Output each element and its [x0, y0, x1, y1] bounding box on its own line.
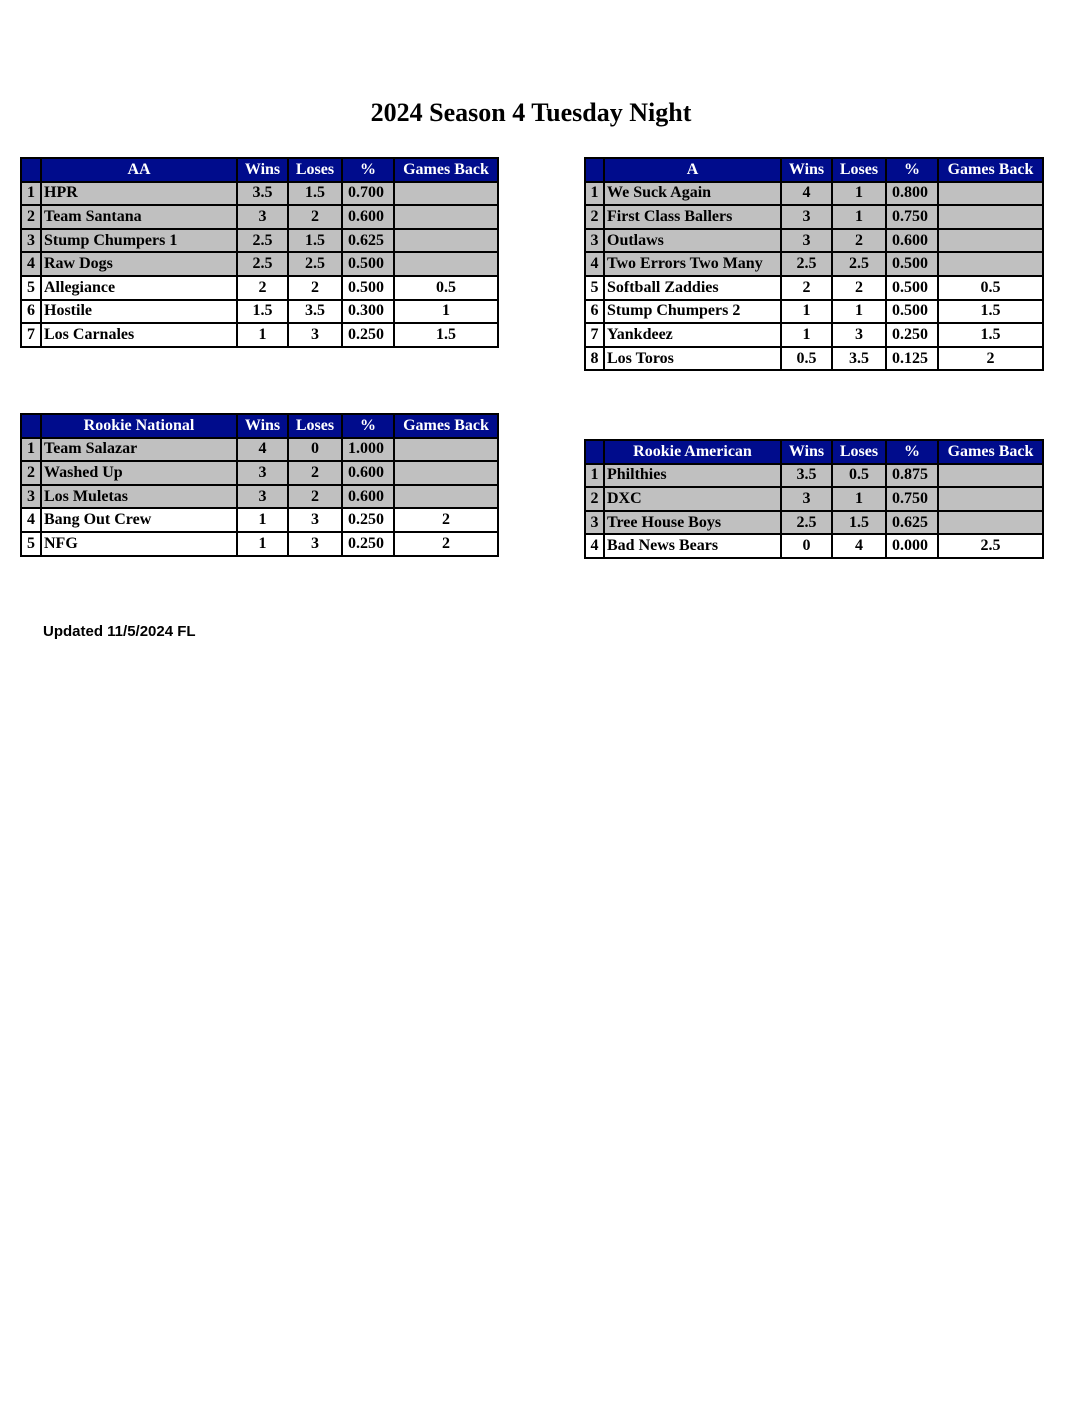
- team-name: Bang Out Crew: [41, 508, 237, 532]
- team-name: Outlaws: [604, 229, 781, 253]
- wins-cell: 3: [237, 485, 288, 509]
- table-row: [585, 205, 1043, 229]
- rank-cell: 8: [585, 347, 604, 371]
- games-back-cell: [938, 511, 1043, 535]
- division-table-rookie-american: [584, 439, 1044, 559]
- wins-cell: 3.5: [237, 182, 288, 206]
- loses-cell: 1: [832, 182, 886, 206]
- rank-cell: 1: [585, 182, 604, 206]
- table-row: [585, 464, 1043, 488]
- table-row: [585, 534, 1043, 558]
- wins-cell: 4: [237, 438, 288, 462]
- wins-header: Wins: [781, 158, 832, 182]
- loses-cell: 2: [288, 205, 342, 229]
- rank-cell: 3: [585, 229, 604, 253]
- table-row: [585, 300, 1043, 324]
- wins-cell: 3: [781, 229, 832, 253]
- team-name: Team Salazar: [41, 438, 237, 462]
- wins-cell: 3.5: [781, 464, 832, 488]
- wins-cell: 2.5: [781, 511, 832, 535]
- pct-cell: 0.500: [342, 276, 394, 300]
- games-back-cell: [938, 252, 1043, 276]
- rank-cell: 1: [21, 182, 41, 206]
- games-back-cell: 2: [938, 347, 1043, 371]
- rank-header: [585, 158, 604, 182]
- team-name: Stump Chumpers 1: [41, 229, 237, 253]
- rank-cell: 5: [21, 276, 41, 300]
- pct-header: %: [886, 158, 938, 182]
- table-row: [21, 252, 498, 276]
- table-row: [585, 229, 1043, 253]
- loses-cell: 2: [288, 276, 342, 300]
- wins-cell: 1: [781, 323, 832, 347]
- loses-header: Loses: [288, 414, 342, 438]
- table-row: [21, 508, 498, 532]
- loses-header: Loses: [832, 440, 886, 464]
- pct-cell: 0.875: [886, 464, 938, 488]
- wins-cell: 2: [237, 276, 288, 300]
- team-name: Washed Up: [41, 461, 237, 485]
- table-row: [21, 461, 498, 485]
- rank-cell: 4: [585, 534, 604, 558]
- loses-cell: 4: [832, 534, 886, 558]
- games-back-cell: 1.5: [938, 323, 1043, 347]
- pct-cell: 0.600: [342, 205, 394, 229]
- pct-cell: 0.300: [342, 300, 394, 324]
- rank-cell: 5: [585, 276, 604, 300]
- loses-cell: 3: [288, 508, 342, 532]
- pct-cell: 0.250: [342, 532, 394, 556]
- loses-cell: 3.5: [288, 300, 342, 324]
- table-row: [585, 323, 1043, 347]
- games-back-cell: 2.5: [938, 534, 1043, 558]
- rank-cell: 1: [21, 438, 41, 462]
- wins-header: Wins: [781, 440, 832, 464]
- rank-cell: 3: [21, 229, 41, 253]
- rank-cell: 1: [585, 464, 604, 488]
- rank-cell: 3: [585, 511, 604, 535]
- games-back-cell: 1.5: [394, 323, 498, 347]
- loses-cell: 1: [832, 487, 886, 511]
- table-row: [585, 487, 1043, 511]
- rank-cell: 5: [21, 532, 41, 556]
- loses-cell: 3: [288, 323, 342, 347]
- games-back-cell: 2: [394, 532, 498, 556]
- loses-cell: 2.5: [832, 252, 886, 276]
- games-back-cell: [938, 464, 1043, 488]
- team-name: We Suck Again: [604, 182, 781, 206]
- wins-cell: 1: [781, 300, 832, 324]
- rank-cell: 4: [21, 252, 41, 276]
- team-name: Los Muletas: [41, 485, 237, 509]
- updated-note: Updated 11/5/2024 FL: [43, 623, 196, 640]
- wins-cell: 1: [237, 532, 288, 556]
- pct-cell: 0.000: [886, 534, 938, 558]
- wins-cell: 2.5: [781, 252, 832, 276]
- rank-cell: 3: [21, 485, 41, 509]
- loses-cell: 2: [288, 485, 342, 509]
- team-name: HPR: [41, 182, 237, 206]
- loses-cell: 1.5: [288, 182, 342, 206]
- rank-cell: 7: [585, 323, 604, 347]
- loses-cell: 2: [832, 229, 886, 253]
- games-back-cell: [938, 205, 1043, 229]
- wins-cell: 0.5: [781, 347, 832, 371]
- rank-cell: 7: [21, 323, 41, 347]
- division-table-a: [584, 157, 1044, 371]
- pct-header: %: [886, 440, 938, 464]
- games-back-header: Games Back: [394, 414, 498, 438]
- table-row: [585, 511, 1043, 535]
- team-name: Los Carnales: [41, 323, 237, 347]
- games-back-cell: 0.5: [938, 276, 1043, 300]
- table-row: [21, 205, 498, 229]
- pct-cell: 0.750: [886, 487, 938, 511]
- team-name: Team Santana: [41, 205, 237, 229]
- team-name: Two Errors Two Many: [604, 252, 781, 276]
- table-row: [585, 347, 1043, 371]
- pct-cell: 0.600: [886, 229, 938, 253]
- loses-header: Loses: [832, 158, 886, 182]
- table-row: [585, 276, 1043, 300]
- games-back-cell: [394, 205, 498, 229]
- pct-cell: 0.500: [886, 252, 938, 276]
- rank-cell: 6: [21, 300, 41, 324]
- loses-cell: 1.5: [832, 511, 886, 535]
- wins-header: Wins: [237, 414, 288, 438]
- division-name: Rookie National: [41, 414, 237, 438]
- team-name: Los Toros: [604, 347, 781, 371]
- rank-cell: 4: [21, 508, 41, 532]
- table-row: [585, 182, 1043, 206]
- table-row: [21, 485, 498, 509]
- wins-cell: 3: [237, 205, 288, 229]
- games-back-cell: 1: [394, 300, 498, 324]
- division-name: Rookie American: [604, 440, 781, 464]
- loses-cell: 1.5: [288, 229, 342, 253]
- rank-cell: 4: [585, 252, 604, 276]
- games-back-cell: 2: [394, 508, 498, 532]
- pct-cell: 0.500: [886, 276, 938, 300]
- loses-cell: 2.5: [288, 252, 342, 276]
- pct-cell: 0.625: [886, 511, 938, 535]
- loses-cell: 3: [832, 323, 886, 347]
- loses-cell: 2: [832, 276, 886, 300]
- games-back-cell: [394, 182, 498, 206]
- wins-cell: 1: [237, 508, 288, 532]
- division-name: AA: [41, 158, 237, 182]
- page-title: 2024 Season 4 Tuesday Night: [370, 98, 692, 127]
- loses-cell: 3.5: [832, 347, 886, 371]
- table-row: [21, 229, 498, 253]
- pct-cell: 0.600: [342, 485, 394, 509]
- pct-header: %: [342, 158, 394, 182]
- loses-cell: 1: [832, 300, 886, 324]
- wins-cell: 1.5: [237, 300, 288, 324]
- games-back-cell: [938, 229, 1043, 253]
- table-row: [21, 438, 498, 462]
- rank-cell: 2: [585, 487, 604, 511]
- games-back-cell: [394, 438, 498, 462]
- header-row: [585, 440, 1043, 464]
- wins-cell: 3: [781, 205, 832, 229]
- division-table-aa: [20, 157, 499, 348]
- pct-cell: 0.250: [342, 508, 394, 532]
- rank-cell: 6: [585, 300, 604, 324]
- table-row: [21, 276, 498, 300]
- wins-cell: 3: [237, 461, 288, 485]
- table-row: [21, 182, 498, 206]
- games-back-header: Games Back: [938, 440, 1043, 464]
- games-back-cell: [394, 229, 498, 253]
- header-row: [21, 158, 498, 182]
- wins-cell: 2.5: [237, 229, 288, 253]
- pct-header: %: [342, 414, 394, 438]
- wins-cell: 0: [781, 534, 832, 558]
- games-back-cell: 0.5: [394, 276, 498, 300]
- pct-cell: 0.700: [342, 182, 394, 206]
- wins-cell: 2: [781, 276, 832, 300]
- loses-cell: 0.5: [832, 464, 886, 488]
- team-name: Tree House Boys: [604, 511, 781, 535]
- wins-cell: 1: [237, 323, 288, 347]
- pct-cell: 0.500: [886, 300, 938, 324]
- wins-header: Wins: [237, 158, 288, 182]
- games-back-cell: 1.5: [938, 300, 1043, 324]
- rank-cell: 2: [21, 461, 41, 485]
- pct-cell: 0.250: [886, 323, 938, 347]
- team-name: Bad News Bears: [604, 534, 781, 558]
- games-back-cell: [394, 485, 498, 509]
- team-name: Allegiance: [41, 276, 237, 300]
- rank-cell: 2: [21, 205, 41, 229]
- pct-cell: 0.625: [342, 229, 394, 253]
- team-name: Yankdeez: [604, 323, 781, 347]
- loses-cell: 2: [288, 461, 342, 485]
- wins-cell: 4: [781, 182, 832, 206]
- games-back-cell: [938, 487, 1043, 511]
- rank-cell: 2: [585, 205, 604, 229]
- pct-cell: 0.250: [342, 323, 394, 347]
- games-back-header: Games Back: [938, 158, 1043, 182]
- loses-cell: 1: [832, 205, 886, 229]
- division-name: A: [604, 158, 781, 182]
- table-row: [585, 252, 1043, 276]
- pct-cell: 0.500: [342, 252, 394, 276]
- games-back-cell: [938, 182, 1043, 206]
- wins-cell: 3: [781, 487, 832, 511]
- rank-header: [585, 440, 604, 464]
- table-row: [21, 323, 498, 347]
- wins-cell: 2.5: [237, 252, 288, 276]
- games-back-cell: [394, 461, 498, 485]
- games-back-cell: [394, 252, 498, 276]
- team-name: Softball Zaddies: [604, 276, 781, 300]
- rank-header: [21, 414, 41, 438]
- loses-cell: 3: [288, 532, 342, 556]
- team-name: NFG: [41, 532, 237, 556]
- loses-cell: 0: [288, 438, 342, 462]
- pct-cell: 0.600: [342, 461, 394, 485]
- team-name: First Class Ballers: [604, 205, 781, 229]
- table-row: [21, 532, 498, 556]
- header-row: [21, 414, 498, 438]
- header-row: [585, 158, 1043, 182]
- pct-cell: 0.800: [886, 182, 938, 206]
- team-name: Philthies: [604, 464, 781, 488]
- pct-cell: 0.125: [886, 347, 938, 371]
- team-name: Stump Chumpers 2: [604, 300, 781, 324]
- games-back-header: Games Back: [394, 158, 498, 182]
- rank-header: [21, 158, 41, 182]
- team-name: Hostile: [41, 300, 237, 324]
- table-row: [21, 300, 498, 324]
- team-name: DXC: [604, 487, 781, 511]
- team-name: Raw Dogs: [41, 252, 237, 276]
- pct-cell: 1.000: [342, 438, 394, 462]
- pct-cell: 0.750: [886, 205, 938, 229]
- loses-header: Loses: [288, 158, 342, 182]
- division-table-rookie-national: [20, 413, 499, 557]
